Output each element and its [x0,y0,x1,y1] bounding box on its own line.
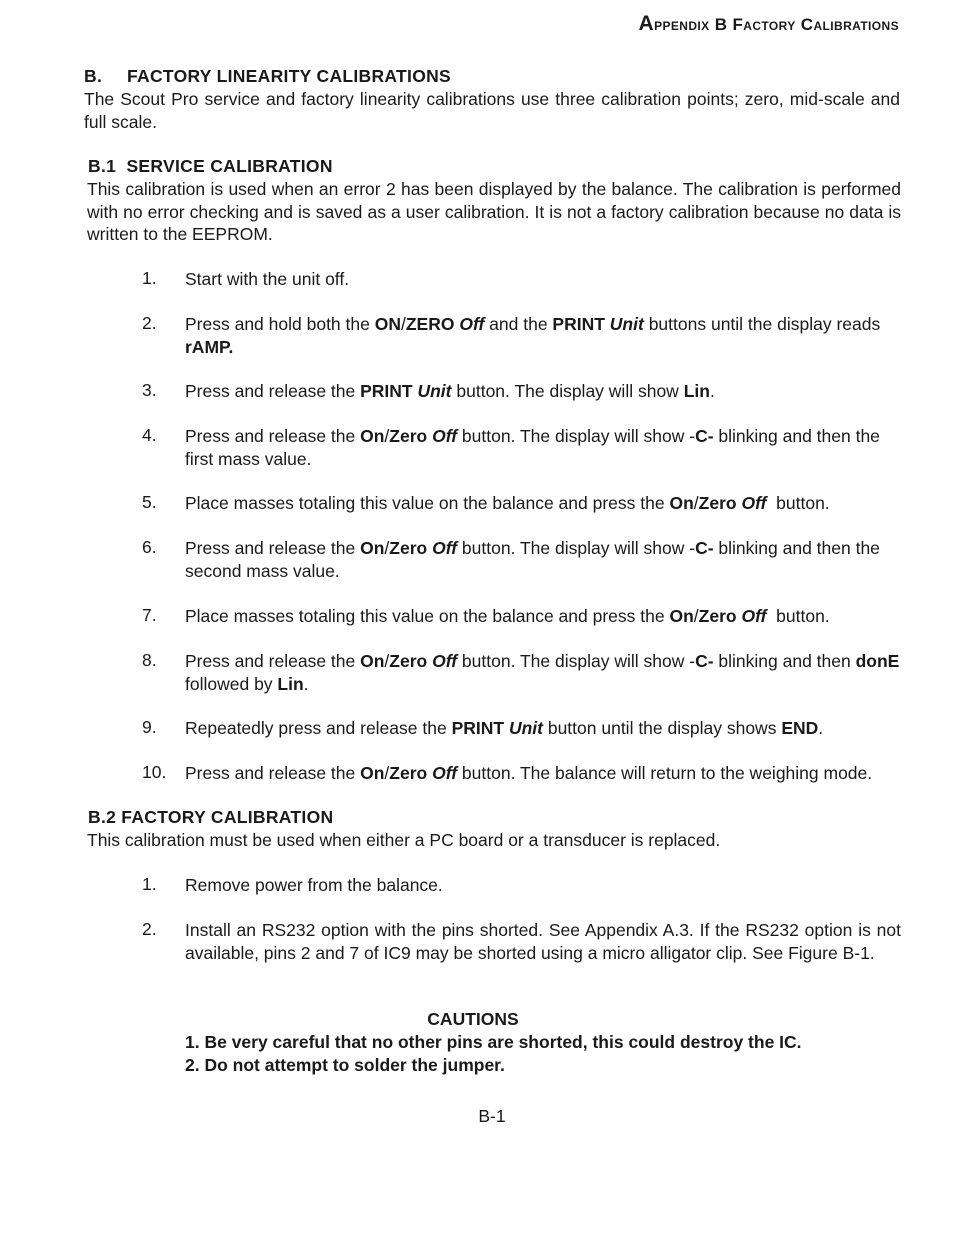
step-number: 1. [142,874,157,894]
service-step-2: Press and hold both the ON/ZERO Off and the PRINT Unit buttons until the display reads rAMP. [185,314,881,357]
service-step-7: Place masses totaling this value on the balance and press the On/Zero Off button. [185,606,830,626]
service-step-3: Press and release the PRINT Unit button. The display will show Lin. [185,381,715,401]
service-step-10: Press and release the On/Zero Off button. The balance will return to the weighing mode. [185,763,873,783]
caution-item-2: 2. Do not attempt to solder the jumper. [185,1055,505,1075]
step-number: 9. [142,717,157,737]
service-step-1: Start with the unit off. [185,269,350,289]
header-text: ppendix B Factory Calibrations [654,15,899,34]
service-step-4: Press and release the On/Zero Off button. The display will show -C- blinking and then the first mass value. [185,426,880,469]
cautions-title: CAUTIONS [427,1009,519,1029]
section-b-number: B. [84,66,103,86]
service-step-9: Repeatedly press and release the PRINT Unit button until the display shows END. [185,718,824,738]
section-b-intro: The Scout Pro service and factory linearity calibrations use three calibration points; zero, mid-scale and full scale. [84,89,900,132]
step-number: 4. [142,425,157,445]
section-b2-title: B.2 FACTORY CALIBRATION [88,807,334,827]
factory-step-1: Remove power from the balance. [185,875,443,895]
step-number: 2. [142,313,157,333]
header-initial: A [638,12,655,35]
service-step-5: Place masses totaling this value on the balance and press the On/Zero Off button. [185,493,830,513]
service-step-6: Press and release the On/Zero Off button. The display will show -C- blinking and then the second mass value. [185,538,880,581]
service-step-8: Press and release the On/Zero Off button. The display will show -C- blinking and then donE followed by Lin. [185,651,900,694]
step-number: 7. [142,605,157,625]
caution-item-1: 1. Be very careful that no other pins are shorted, this could destroy the IC. [185,1032,802,1052]
page-header [639,12,899,36]
step-number: 10. [142,762,167,782]
step-number: 8. [142,650,157,670]
section-b1-intro: This calibration is used when an error 2 has been displayed by the balance. The calibration is performed with no error checking and is saved as a user calibration. It is not a factory calibration because no data is written to the EEPROM. [87,179,901,244]
step-number: 6. [142,537,157,557]
section-b2-intro: This calibration must be used when either a PC board or a transducer is replaced. [87,830,721,850]
step-number: 5. [142,492,157,512]
section-b1-title: B.1 SERVICE CALIBRATION [88,156,333,176]
section-b-title: FACTORY LINEARITY CALIBRATIONS [127,66,452,86]
factory-step-2: Install an RS232 option with the pins shorted. See Appendix A.3. If the RS232 option is not available, pins 2 and 7 of IC9 may be shorted using a micro alligator clip. See Figure B-1. [185,920,901,963]
page-number: B-1 [478,1106,506,1126]
step-number: 3. [142,380,157,400]
step-number: 2. [142,919,157,939]
step-number: 1. [142,268,157,288]
